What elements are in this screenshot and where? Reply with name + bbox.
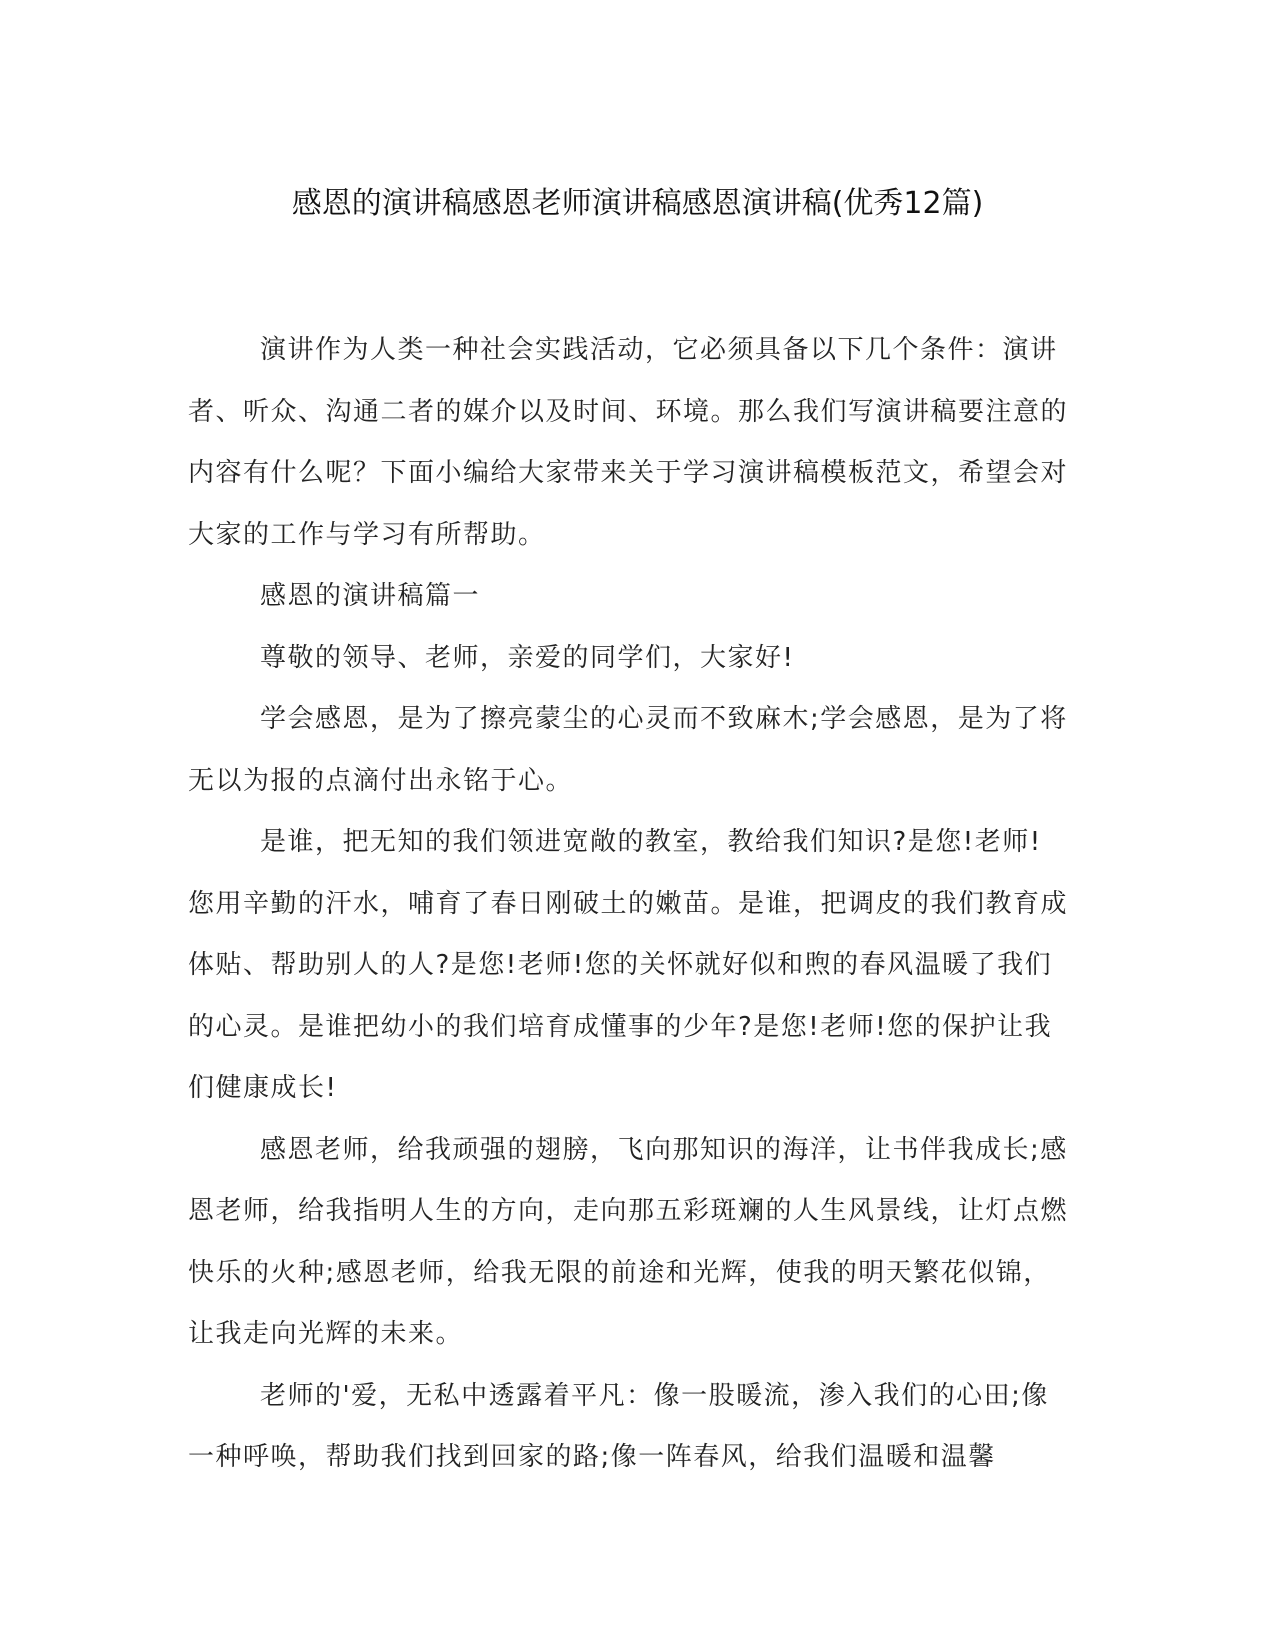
body-paragraph: 老师的'爱，无私中透露着平凡：像一股暖流，渗入我们的心田;像一种呼唤，帮助我们找到回家的路;像一阵春风，给我们温暖和温馨: [188, 1380, 1049, 1472]
body-paragraph: 感恩老师，给我顽强的翅膀，飞向那知识的海洋，让书伴我成长;感恩老师，给我指明人生的方向，走向那五彩斑斓的人生风景线，让灯点燃快乐的火种;感恩老师，给我无限的前途和光辉，使我的明天繁花似锦，让我走向光辉的未来。: [188, 1134, 1069, 1349]
section-heading: 感恩的演讲稿篇一: [260, 581, 481, 611]
greeting-paragraph: 尊敬的领导、老师，亲爱的同学们，大家好!: [260, 642, 795, 673]
body-paragraph: 是谁，把无知的我们领进宽敞的教室，教给我们知识?是您!老师!您用辛勤的汗水，哺育了春日刚破土的嫩苗。是谁，把调皮的我们教育成体贴、帮助别人的人?是您!老师!您的关怀就好似和煦的春风温暖了我们的心灵。是谁把幼小的我们培育成懂事的少年?是您!老师!您的保护让我们健康成长!: [188, 827, 1069, 1103]
document-title: 感恩的演讲稿感恩老师演讲稿感恩演讲稿(优秀12篇): [291, 186, 984, 221]
intro-paragraph: 演讲作为人类一种社会实践活动，它必须具备以下几个条件：演讲者、听众、沟通二者的媒介以及时间、环境。那么我们写演讲稿要注意的内容有什么呢？下面小编给大家带来关于学习演讲稿模板范文，希望会对大家的工作与学习有所帮助。: [188, 335, 1069, 550]
document-body: [188, 320, 1068, 1489]
body-paragraph: 学会感恩，是为了擦亮蒙尘的心灵而不致麻木;学会感恩，是为了将无以为报的点滴付出永铭于心。: [188, 704, 1068, 796]
